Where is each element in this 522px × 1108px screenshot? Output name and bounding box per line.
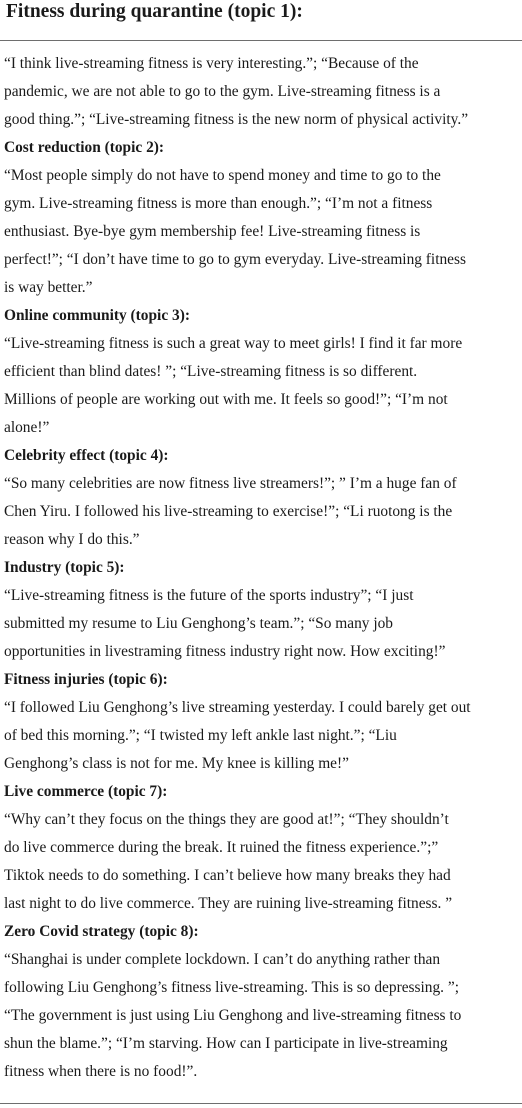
quote-line: “So many celebrities are now fitness live streamers!”; ” I’m a huge fan of — [4, 475, 457, 492]
quote-line: efficient than blind dates! ”; “Live-streaming fitness is so different. — [4, 363, 418, 380]
quote-line: opportunities in livestraming fitness industry right now. How exciting!” — [4, 643, 446, 660]
topic-heading: Live commerce (topic 7): — [4, 783, 168, 800]
quote-line: fitness when there is no food!”. — [4, 1063, 198, 1080]
topic-quotes — [4, 582, 518, 666]
quote-line: of bed this morning.”; “I twisted my left ankle last night.”; “Liu — [4, 727, 397, 744]
quote-line: “Most people simply do not have to spend money and time to go to the — [4, 167, 441, 184]
topic-quotes — [4, 806, 518, 918]
topic-quotes — [4, 694, 518, 778]
quote-line: do live commerce during the break. It ruined the fitness experience.”;” — [4, 839, 439, 856]
quote-line: Genghong’s class is not for me. My knee is killing me!” — [4, 755, 349, 772]
bottom-rule — [0, 1103, 522, 1104]
topic-quotes — [4, 946, 518, 1086]
topics-body — [4, 50, 518, 1086]
quote-line: last night to do live commerce. They are ruining live-streaming fitness. ” — [4, 895, 453, 912]
quote-line: “The government is just using Liu Genghong and live-streaming fitness to — [4, 1007, 462, 1024]
topic-heading: Online community (topic 3): — [4, 307, 190, 324]
quote-line: pandemic, we are not able to go to the gym. Live-streaming fitness is a — [4, 83, 441, 100]
quote-line: “Live-streaming fitness is such a great way to meet girls! I find it far more — [4, 335, 463, 352]
quote-line: reason why I do this.” — [4, 531, 140, 548]
quote-line: enthusiast. Bye-bye gym membership fee! Live-streaming fitness is — [4, 223, 421, 240]
topic-heading: Cost reduction (topic 2): — [4, 139, 165, 156]
quote-line: Chen Yiru. I followed his live-streaming to exercise!”; “Li ruotong is the — [4, 503, 453, 520]
document-title: Fitness during quarantine (topic 1): — [6, 1, 303, 22]
quote-line: “Live-streaming fitness is the future of the sports industry”; “I just — [4, 587, 414, 604]
topic-quotes — [4, 330, 518, 442]
quote-line: gym. Live-streaming fitness is more than enough.”; “I’m not a fitness — [4, 195, 433, 212]
quote-line: Millions of people are working out with me. It feels so good!”; “I’m not — [4, 391, 448, 408]
quote-line: alone!” — [4, 419, 50, 436]
quote-line: good thing.”; “Live-streaming fitness is the new norm of physical activity.” — [4, 111, 469, 128]
topic-quotes — [4, 470, 518, 554]
quote-line: “I think live-streaming fitness is very interesting.”; “Because of the — [4, 55, 419, 72]
quote-line: “Why can’t they focus on the things they are good at!”; “They shouldn’t — [4, 811, 449, 828]
topic-quotes — [4, 162, 518, 302]
quote-line: following Liu Genghong’s fitness live-streaming. This is so depressing. ”; — [4, 979, 459, 996]
quote-line: “I followed Liu Genghong’s live streaming yesterday. I could barely get out — [4, 699, 471, 716]
topic-heading: Industry (topic 5): — [4, 559, 125, 576]
quote-line: submitted my resume to Liu Genghong’s team.”; “So many job — [4, 615, 393, 632]
topic-heading: Fitness injuries (topic 6): — [4, 671, 168, 688]
quote-line: “Shanghai is under complete lockdown. I can’t do anything rather than — [4, 951, 441, 968]
topic-heading: Celebrity effect (topic 4): — [4, 447, 169, 464]
top-rule — [0, 40, 522, 41]
topic-quotes — [4, 50, 518, 134]
quote-line: Tiktok needs to do something. I can’t believe how many breaks they had — [4, 867, 451, 884]
topic-heading: Zero Covid strategy (topic 8): — [4, 923, 199, 940]
quote-line: is way better.” — [4, 279, 93, 296]
quote-line: shun the blame.”; “I’m starving. How can I participate in live-streaming — [4, 1035, 448, 1052]
quote-line: perfect!”; “I don’t have time to go to gym everyday. Live-streaming fitness — [4, 251, 466, 268]
